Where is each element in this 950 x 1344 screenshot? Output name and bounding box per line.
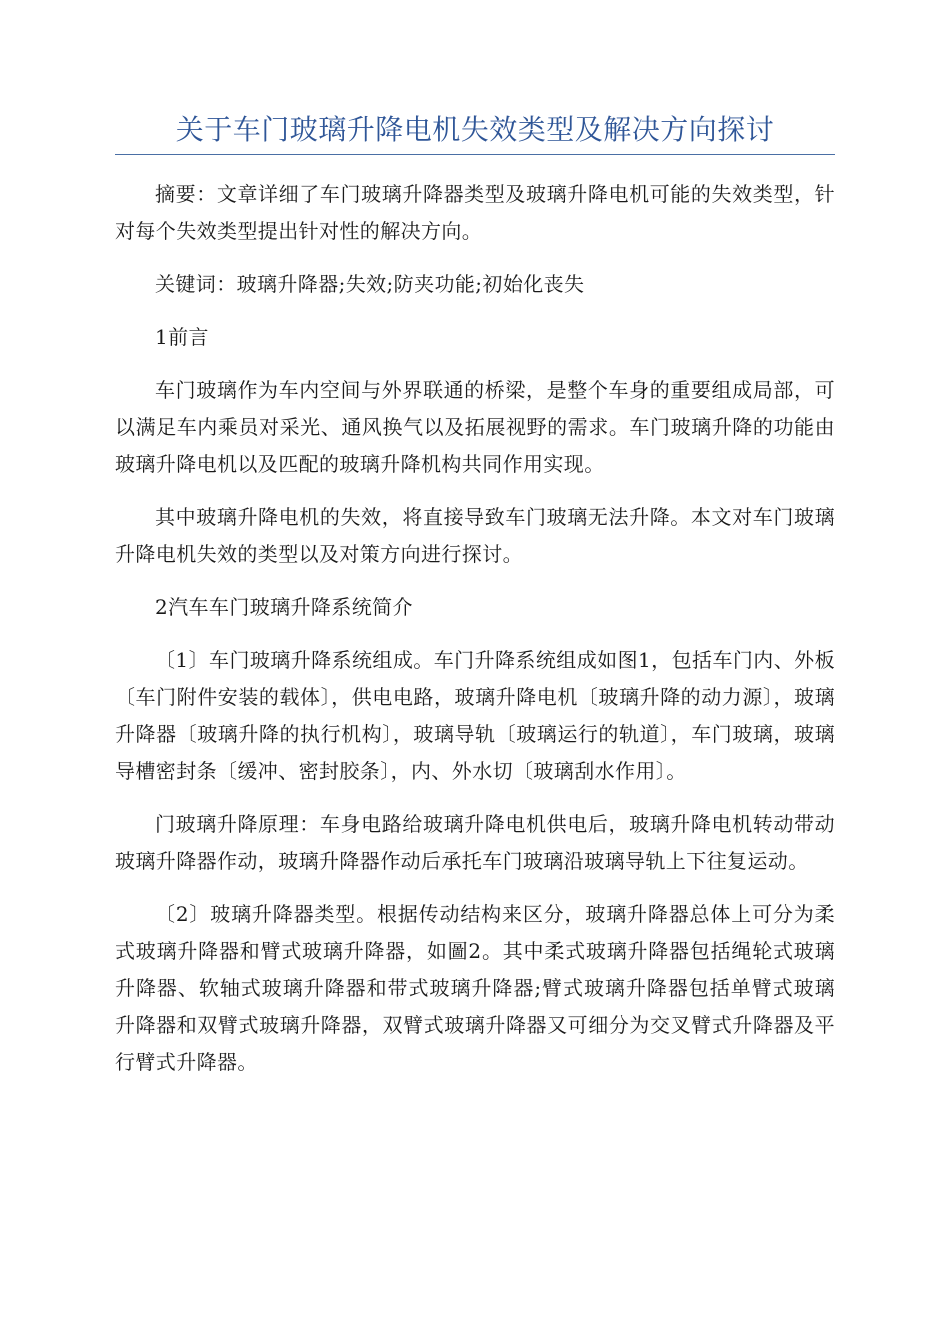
body-paragraph: 〔2〕玻璃升降器类型。根据传动结构来区分，玻璃升降器总体上可分为柔式玻璃升降器和臂式玻璃升降器，如圖2。其中柔式玻璃升降器包括绳轮式玻璃升降器、软轴式玻璃升降器和带式玻璃升降器;臂式玻璃升降器包括单臂式玻璃升降器和双臂式玻璃升降器，双臂式玻璃升降器又可细分为交叉臂式升降器及平行臂式升降器。 — [115, 902, 835, 1074]
document-body — [115, 176, 835, 1097]
body-paragraph: 其中玻璃升降电机的失效，将直接导致车门玻璃无法升降。本文对车门玻璃升降电机失效的类型以及对策方向进行探讨。 — [115, 505, 835, 566]
body-paragraph: 门玻璃升降原理：车身电路给玻璃升降电机供电后，玻璃升降电机转动带动玻璃升降器作动，玻璃升降器作动后承托车门玻璃沿玻璃导轨上下往复运动。 — [115, 812, 835, 873]
section-heading-preface: 1前言 — [155, 325, 209, 349]
document-title: 关于车门玻璃升降电机失效类型及解决方向探讨 — [175, 113, 775, 146]
body-paragraph: 车门玻璃作为车内空间与外界联通的桥梁，是整个车身的重要组成局部，可以满足车内乘员对采光、通风换气以及拓展视野的需求。车门玻璃升降的功能由玻璃升降电机以及匹配的玻璃升降机构共同作用实现。 — [115, 378, 835, 476]
keywords-paragraph: 关键词：玻璃升降器;失效;防夹功能;初始化丧失 — [155, 272, 585, 296]
body-paragraph: 〔1〕车门玻璃升降系统组成。车门升降系统组成如图1，包括车门内、外板〔车门附件安装的载体〕，供电电路，玻璃升降电机〔玻璃升降的动力源〕，玻璃升降器〔玻璃升降的执行机构〕，玻璃导轨〔玻璃运行的轨道〕，车门玻璃，玻璃导槽密封条〔缓冲、密封胶条〕，内、外水切〔玻璃刮水作用〕。 — [115, 648, 835, 783]
title-block — [115, 112, 835, 155]
abstract-paragraph: 摘要：文章详细了车门玻璃升降器类型及玻璃升降电机可能的失效类型，针对每个失效类型提出针对性的解决方向。 — [115, 182, 835, 243]
section-heading-system-intro: 2汽车车门玻璃升降系统简介 — [155, 595, 413, 619]
